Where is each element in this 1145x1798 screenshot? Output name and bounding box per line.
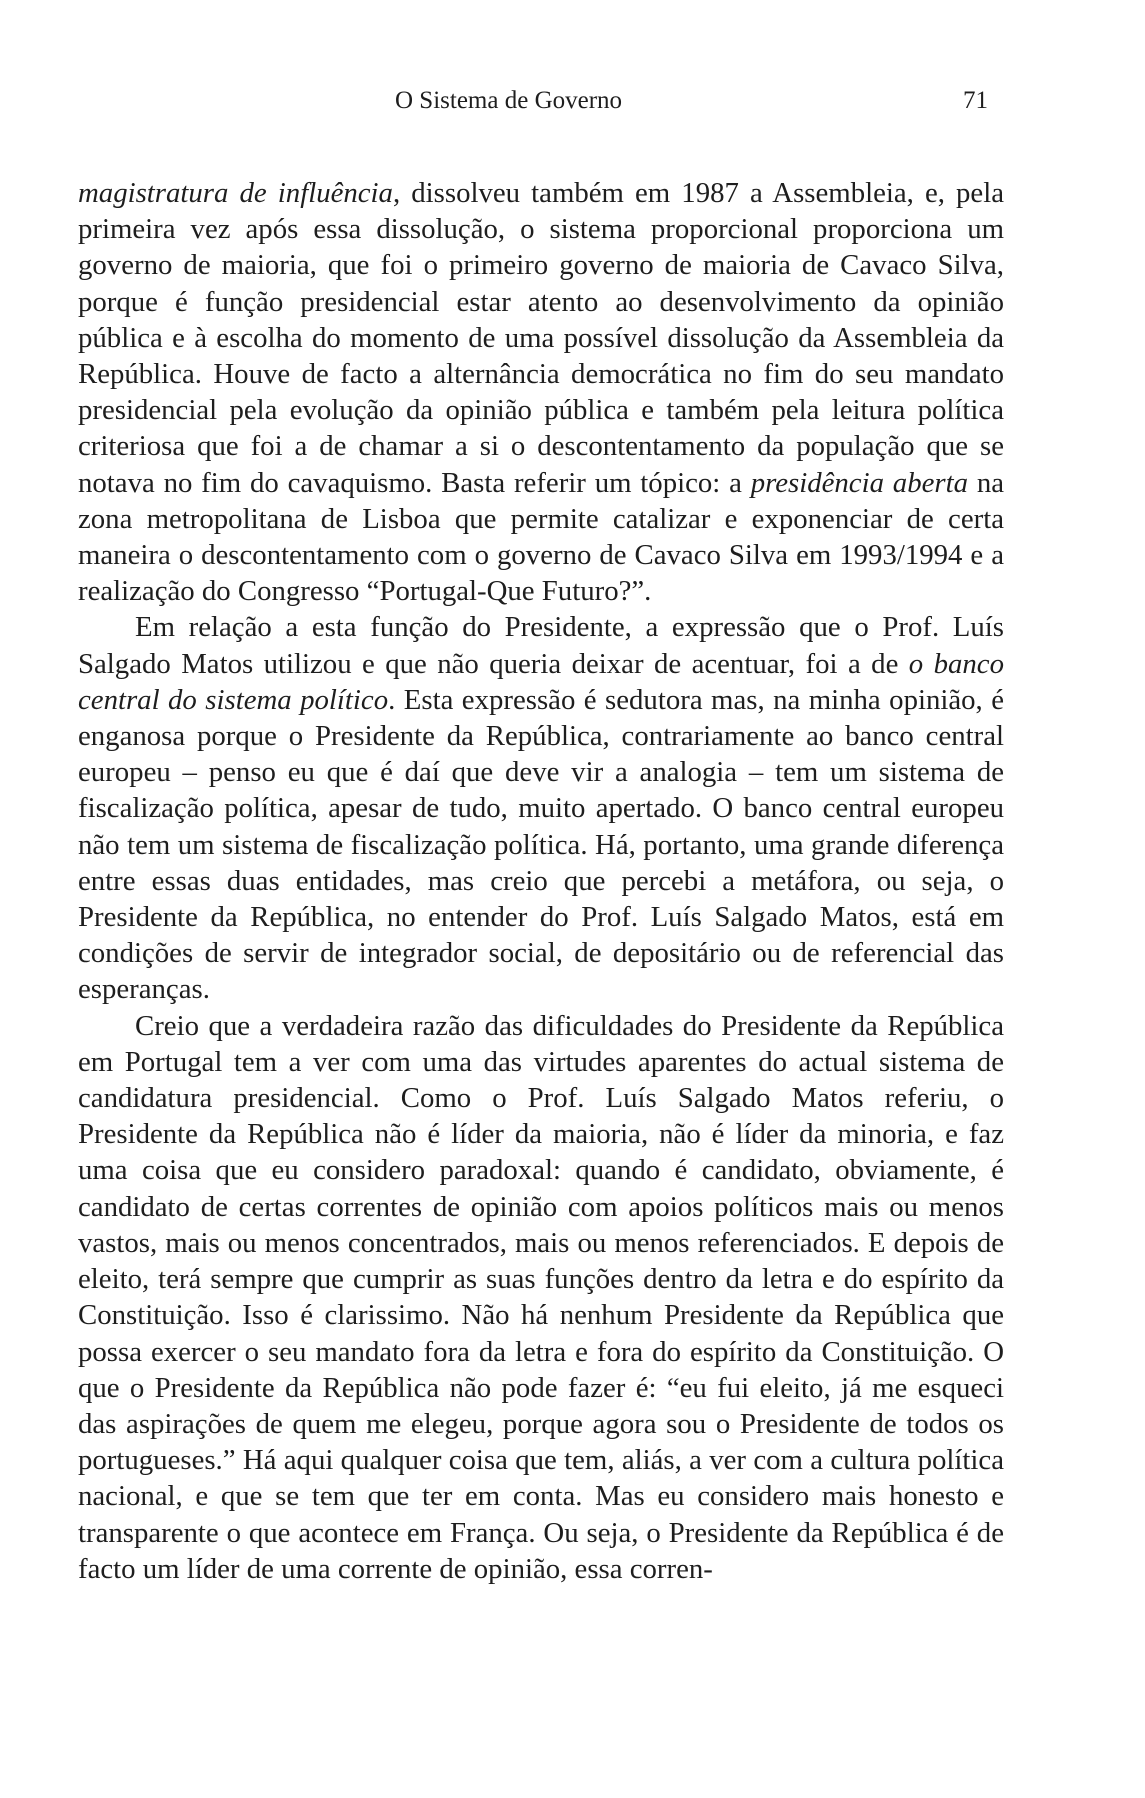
- paragraph: [78, 175, 1004, 609]
- italic-phrase: o banco central do sistema político: [78, 647, 1004, 716]
- chapter-title: O Sistema de Governo: [395, 87, 623, 114]
- text-run: na zona metropolitana de Lisboa que permite catalizar e exponenciar de certa maneira o descontentamento com o governo de Cavaco Silva em 1993/1994 e a realização do Congresso “Portugal-Que Futuro?”.: [78, 466, 1004, 608]
- page-number: 71: [963, 87, 988, 114]
- text-run: Creio que a verdadeira razão das dificuldades do Presidente da República em Portugal tem a ver com uma das virtudes aparentes do actual sistema de candidatura presidencial. Como o Prof. Luís Salgado Matos referiu, o Presidente da República não é líder da maioria, não é líder da minoria, e faz uma coisa que eu considero paradoxal: quando é candidato, obviamente, é candidato de certas correntes de opinião com apoios políticos mais ou menos vastos, mais ou menos concentrados, mais ou menos referenciados. E depois de eleito, terá sempre que cumprir as suas funções dentro da letra e do espírito da Constituição. Isso é clarissimo. Não há nenhum Presidente da República que possa exercer o seu mandato fora da letra e fora do espírito da Constituição. O que o Presidente da República não pode fazer é: “eu fui eleito, já me esqueci das aspirações de quem me elegeu, porque agora sou o Presidente de todos os portugueses.” Há aqui qualquer coisa que tem, aliás, a ver com a cultura política nacional, e que se tem que ter em conta. Mas eu considero mais honesto e transparente o que acontece em França. Ou seja, o Presidente da República é de facto um líder de uma corrente de opinião, essa corren-: [78, 1009, 1004, 1585]
- paragraph: [78, 1008, 1004, 1587]
- text-run: , dissolveu também em 1987 a Assembleia, e, pela primeira vez após essa dissolução, o sistema proporcional proporciona um governo de maioria, que foi o primeiro governo de maioria de Cavaco Silva, porque é função presidencial estar atento ao desenvolvimento da opinião pública e à escolha do momento de uma possível dissolução da Assembleia da República. Houve de facto a alternância democrática no fim do seu mandato presidencial pela evolução da opinião pública e também pela leitura política criteriosa que foi a de chamar a si o descontentamento da população que se notava no fim do cavaquismo. Basta referir um tópico: a: [78, 177, 1004, 499]
- italic-phrase: magistratura de influência: [78, 177, 393, 209]
- running-header: [0, 86, 1145, 116]
- italic-phrase: presidência aberta: [750, 466, 968, 499]
- body-text: [78, 175, 1004, 1587]
- paragraph: [78, 609, 1004, 1007]
- text-run: . Esta expressão é sedutora mas, na minha opinião, é enganosa porque o Presidente da República, contrariamente ao banco central europeu – penso eu que é daí que deve vir a analogia – tem um sistema de fiscalização política, apesar de tudo, muito apertado. O banco central europeu não tem um sistema de fiscalização política. Há, portanto, uma grande diferença entre essas duas entidades, mas creio que percebi a metáfora, ou seja, o Presidente da República, no entender do Prof. Luís Salgado Matos, está em condições de servir de integrador social, de depositário ou de referencial das esperanças.: [78, 683, 1004, 1006]
- text-run: Em relação a esta função do Presidente, a expressão que o Prof. Luís Salgado Matos utilizou e que não queria deixar de acentuar, foi a de: [78, 611, 1004, 680]
